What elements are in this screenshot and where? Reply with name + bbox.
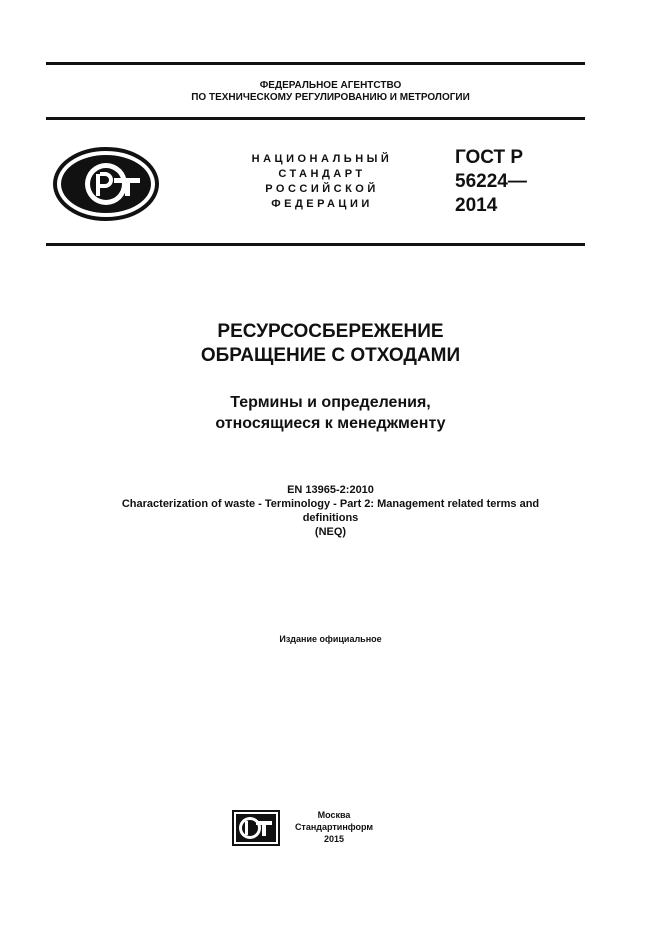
title-line-2: ОБРАЩЕНИЕ С ОТХОДАМИ bbox=[200, 345, 461, 366]
national-line-1: НАЦИОНАЛЬНЫЙ bbox=[251, 153, 393, 165]
agency-line-2: ПО ТЕХНИЧЕСКОМУ РЕГУЛИРОВАНИЮ И МЕТРОЛОГИИ bbox=[191, 92, 470, 103]
document-subtitle bbox=[0, 392, 661, 434]
reference-standard bbox=[0, 483, 661, 539]
national-line-4: ФЕДЕРАЦИИ bbox=[271, 198, 373, 210]
agency-header bbox=[0, 80, 661, 104]
reference-code: EN 13965-2:2010 bbox=[287, 484, 374, 496]
header-rule bbox=[46, 117, 585, 120]
national-line-3: РОССИЙСКОЙ bbox=[265, 183, 379, 195]
national-line-2: СТАНДАРТ bbox=[278, 168, 366, 180]
document-title bbox=[0, 320, 661, 368]
subtitle-line-2: относящиеся к менеджменту bbox=[215, 415, 446, 432]
agency-line-1: ФЕДЕРАЛЬНОЕ АГЕНТСТВО bbox=[259, 80, 402, 91]
reference-line-2: definitions bbox=[302, 512, 359, 524]
standard-rule bbox=[46, 243, 585, 246]
reference-line-1: Characterization of waste - Terminology - Part 2: Management related terms and bbox=[121, 498, 540, 510]
publisher-name: Стандартинформ bbox=[294, 822, 374, 832]
edition-label: Издание официальное bbox=[279, 634, 382, 644]
publisher-logo-icon bbox=[232, 808, 284, 848]
subtitle-line-1: Термины и определения, bbox=[230, 394, 431, 411]
gost-line-3: 2014 bbox=[455, 195, 498, 216]
gost-designation bbox=[455, 146, 527, 218]
gost-line-2: 56224— bbox=[455, 171, 527, 192]
title-line-1: РЕСУРСОСБЕРЕЖЕНИЕ bbox=[217, 321, 444, 342]
gost-r-logo-icon bbox=[52, 146, 160, 222]
national-standard-label bbox=[222, 152, 422, 212]
publisher-city: Москва bbox=[317, 810, 351, 820]
gost-line-1: ГОСТ Р bbox=[455, 147, 524, 168]
publisher-block bbox=[284, 809, 384, 845]
reference-marker: (NEQ) bbox=[314, 526, 347, 538]
publisher-year: 2015 bbox=[323, 834, 345, 844]
top-rule bbox=[46, 62, 585, 65]
